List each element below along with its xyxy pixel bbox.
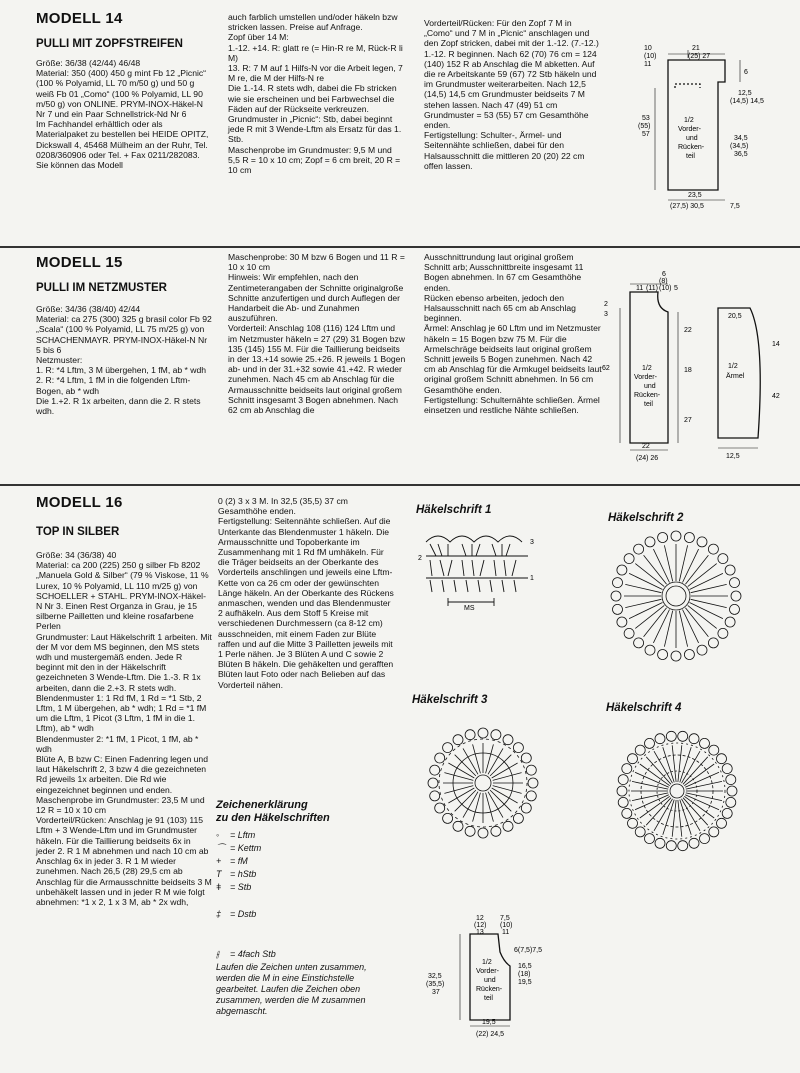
legend-item-lftm: ◦ = Lftm	[216, 830, 256, 840]
m15-label-3: und	[644, 383, 656, 390]
m16-dim-b1: 19,5	[482, 1019, 496, 1026]
m14-dim-l3: 57	[642, 131, 650, 138]
modell-14-column-3: Vorderteil/Rücken: Für den Zopf 7 M in „Como“ und 7 M in „Picnic“ anschlagen und den Zopf stricken, dabei mit der 1.-12. (7.-12.) 1.-12. R beginnen. Nach 62 (70) 76 cm = 124 (140) 152 R ab Anschlag die M abketten. Auf die re Arbeitskante 59 (67) 72 Stb häkeln und im Grundmuster weiterarbeiten. Nach 12,5 (14,5) 14,5 cm Grundmuster beidseits 7 M stehen lassen. Nach 47 (49) 51 cm Grundmuster = 53 (55) 57 cm Gesamthöhe enden. Fertigstellung: Schulter-, Ärmel- und Seitennähte schließen, dabei für den Halsausschnitt die mittleren 20 (20) 22 cm offen lassen.	[424, 18, 599, 171]
m15-dim-s3: 42	[772, 393, 780, 400]
chart-1-diagram	[418, 522, 548, 612]
m14-dim-l1: 53	[642, 115, 650, 122]
m16-label-2: Vorder-	[476, 968, 499, 975]
modell-14-column-1: Größe: 36/38 (42/44) 46/48 Material: 350 (400) 450 g mint Fb 12 „Picnic“ (100 % Polyamid, LL 70 m/50 g) und 50 g weiß Fb 01 „Como“ (100 % Polyamid, LL 90 m/50 g) von ONLINE. PRYM-INOX-Häkel-N Nr 7 und ein Paar Schnellstrick-Nd Nr 6 Im Fachhandel erhältlich oder als Materialpaket zu bestellen bei HEIDE OPITZ, Dickswall 4, 45468 Mülheim an der Ruhr, Tel. 0208/360906 oder Tel. + Fax 0211/282083. Sie können das Modell	[36, 58, 209, 171]
modell-16-schematic	[420, 912, 550, 1042]
m14-dim-r3: (14,5) 14,5	[730, 98, 764, 105]
modell-14-heading: MODELL 14	[36, 10, 123, 27]
modell-15-column-3: Ausschnittrundung laut original großem Schnitt arb; Ausschnittbreite insgesamt 11 Bogen abnehmen. In 67 cm Gesamthöhe enden. Rücken ebenso arbeiten, jedoch den Halsausschnitt nach 65 cm ab Anschlag beginnen. Ärmel: Anschlag je 60 Lftm und im Netzmuster häkeln = 15 Bogen bzw 75 M. Für die Armelschräge beidseits laut original großem Schnitt jeweils 5 Bogen zunehmen. Nach 42 cm ab Anschlag für die Armkugel beidseits laut original großem Schnitt abnehmen. In 56 cm Gesamthöhe enden. Fertigstellung: Schulternähte schließen. Ärmel einsetzen und restliche Nähte schließen.	[424, 252, 602, 416]
legend-list	[216, 830, 396, 1017]
legend-title-2: zu den Häkelschriften	[216, 812, 330, 824]
modell-15-schematic	[600, 268, 790, 468]
legend-item-hstb: T = hStb	[216, 869, 257, 879]
m15-dim-b1: 22	[642, 443, 650, 450]
modell-15-heading: MODELL 15	[36, 254, 123, 271]
modell-15-column-2: Maschenprobe: 30 M bzw 6 Bogen und 11 R = 10 x 10 cm Hinweis: Wir empfehlen, nach den Zentimeterangaben der Schnitte originalgroße Schnitte anzufertigen und durch Auflegen der Handarbeit die Ab- und Zunahmen auszuführen. Vorderteil: Anschlag 108 (116) 124 Lftm und im Netzmuster häkeln = 27 (29) 31 Bogen bzw 135 (145) 155 M. Für die Taillierung beidseits in der 13.+14 sowie 25.+26. R jeweils 1 Bogen ab- und in der 31.+32 sowie 41.+42. R wieder zunehmen. Nach 45 cm ab Anschlag für die Armausschnitte beidseits laut original großem Schnitt insgesamt 3 Bogen abnehmen. Nach 62 cm ab Anschlag die	[228, 252, 406, 416]
m16-dim-r2: 16,5	[518, 963, 532, 970]
m15-dim-t4: (8)	[659, 278, 668, 285]
chart-1-title: Häkelschrift 1	[416, 504, 492, 516]
m14-dim-r2: 12,5	[738, 90, 752, 97]
m16-dim-t2: (12)	[474, 922, 487, 929]
legend-title-1: Zeichenerklärung	[216, 799, 308, 811]
m16-dim-t3: 13	[476, 929, 484, 936]
m14-dim-l2: (55)	[638, 123, 651, 130]
m14-dim-rr1: 34,5	[734, 135, 748, 142]
m15-label-1: 1/2	[642, 365, 652, 372]
modell-16-column-1: Größe: 34 (36/38) 40 Material: ca 200 (225) 250 g silber Fb 8202 „Manuela Gold & Silber“ (79 % Viskose, 11 % Lurex, 10 % Polyamid, LL 110 m/25 g) von SCHOELLER + STAHL. PRYM-INOX-Häkel-N Nr 3. Einen Rest Organza in Grau, je 15 silberne Pailletten und kleine rosafarbene Perlen Grundmuster: Laut Häkelschrift 1 arbeiten. Mit der M vor dem MS beginnen, den MS stets wdh und mustergemäß enden. Jede R beginnt mit den in der Häkelschrift gezeichneten 3 Wende-Lftm. Die 1.-3. R 1x arbeiten, dann die 2.+3. R stets wdh. Blendenmuster 1: 1 Rd fM, 1 Rd = *1 Stb, 2 Lftm, 1 M übergehen, ab * wdh; 1 Rd = *1 fM um die Lftm, 1 Picot (3 Lftm, 1 fM in die 1. Lftm), ab * wdh Blendenmuster 2: *1 fM, 1 Picot, 1 fM, ab * wdh Blüte A, B bzw C: Einen Fadenring legen und laut Häkelschrift 2, 3 bzw 4 die gezeichneten Rd jeweils 1x arbeiten. Die Rd wie eingezeichnet beginnen und enden. Maschenprobe im Grundmuster: 23,5 M und 12 R = 10 x 10 cm Vorderteil/Rücken: Anschlag je 91 (103) 115 Lftm + 3 Wende-Lftm und im Grundmuster häkeln. Für die Taillierung beidseits 6x in jeder 2. R 1 M abnehmen und nach 10 cm ab Anschlag 6x in jeder 3. R 1 M wieder zunehmen. Nach 26,5 (28) 29,5 cm ab Anschlag für die Armausschnitte beidseits 3 M unbehäkelt lassen und in jeder R M wie folgt abnehmen: *1 x 2, 1 x 3 M, ab * 2x wdh,	[36, 550, 212, 907]
m14-label-2: Vorder-	[678, 126, 701, 133]
single-crochet-symbol-icon: +	[216, 856, 222, 866]
chart-1-row-3: 3	[530, 539, 534, 546]
m14-label-1: 1/2	[684, 117, 694, 124]
modell-14-title: PULLI MIT ZOPFSTREIFEN	[36, 38, 183, 50]
m15-dim-r3: 27	[684, 417, 692, 424]
m16-dim-b2: (22) 24,5	[476, 1031, 505, 1038]
m16-label-1: 1/2	[482, 959, 492, 966]
chain-symbol-icon: ◦	[216, 830, 220, 840]
m15-sleeve-label-2: Ärmel	[726, 373, 745, 380]
m14-dim-rr3: 36,5	[734, 151, 748, 158]
m16-dim-l3: 37	[432, 989, 440, 996]
modell-15-title: PULLI IM NETZMUSTER	[36, 282, 167, 294]
legend-note: Laufen die Zeichen unten zusammen, werden die M in eine Einstichstelle gearbeitet. Laufen die Zeichen oben zusammen, werden die M zusammen abgemascht.	[216, 962, 367, 1016]
m14-dim-t5: (25) 27	[688, 53, 711, 60]
m14-dim-rr2: (34,5)	[730, 143, 749, 150]
chart-4-title: Häkelschrift 4	[606, 702, 682, 714]
m14-dim-r1: 6	[744, 69, 748, 76]
m15-dim-b2: (24) 26	[636, 455, 659, 462]
m15-dim-r2: 18	[684, 367, 692, 374]
m16-dim-l1: 32,5	[428, 973, 442, 980]
m14-dim-t4: 21	[692, 45, 700, 52]
m14-dim-b2: (27,5) 30,5	[670, 203, 704, 210]
treble-crochet-symbol-icon: ‡	[216, 909, 222, 919]
modell-15-column-1: Größe: 34/36 (38/40) 42/44 Material: ca 275 (300) 325 g brasil color Fb 92 „Scala“ (100 % Polyamid, LL 75 m/25 g) von SCHACHENMAYR. PRYM-INOX-Häkel-N Nr 5 bis 6 Netzmuster: 1. R: *4 Lftm, 3 M übergehen, 1 fM, ab * wdh 2. R: *4 Lftm, 1 fM in die folgenden Lftm-Bogen, ab * wdh Die 1.+2. R 1x arbeiten, dann die 2. R stets wdh.	[36, 304, 212, 417]
m16-dim-t1: 12	[476, 915, 484, 922]
half-double-symbol-icon: T	[216, 869, 222, 879]
m15-dim-sb: 12,5	[726, 453, 740, 460]
m14-label-4: Rücken-	[678, 144, 705, 151]
m16-dim-t5: (10)	[500, 922, 513, 929]
m14-dim-b3: 7,5	[730, 203, 740, 210]
m15-dim-l2: 3	[604, 311, 608, 318]
m15-dim-s2: 14	[772, 341, 780, 348]
chart-3-diagram	[408, 708, 558, 858]
m15-sleeve-label-1: 1/2	[728, 363, 738, 370]
modell-14-column-2: auch farblich umstellen und/oder häkeln bzw stricken lassen. Preise auf Anfrage. Zopf über 14 M: 1.-12. +14. R: glatt re (= Hin-R re M, Rück-R li M) 13. R: 7 M auf 1 Hilfs-N vor die Arbeit legen, 7 M re, die M der Hilfs-N re Die 1.-14. R stets wdh, dabei die Fb stricken wie sie erscheinen und bei Farbwechsel die Fäden auf der Rückseite verkreuzen. Grundmuster in „Picnic“: Stb, dabei beginnt jede R mit 3 Wende-Lftm als Ersatz für das 1. Stb. Maschenprobe im Grundmuster: 9,5 M und 5,5 R = 10 x 10 cm; Zopf = 6 cm breit, 20 R = 10 cm	[228, 12, 403, 176]
chart-1-row-1: 1	[530, 575, 534, 582]
m14-dim-b1: 23,5	[688, 192, 702, 199]
legend-item-4fach: ⫲ = 4fach Stb	[216, 949, 276, 959]
m15-dim-s1: 20,5	[728, 313, 742, 320]
m16-label-3: und	[484, 977, 496, 984]
m16-dim-t6: 11	[502, 929, 510, 936]
legend-item-fm: + = fM	[216, 856, 248, 866]
m14-dim-t2: (10)	[644, 53, 657, 60]
m14-dim-t3: 11	[644, 61, 652, 68]
m15-dim-l1: 2	[604, 301, 608, 308]
section-divider-2	[0, 484, 800, 486]
m15-dim-t6: (10)	[659, 285, 672, 292]
slip-stitch-symbol-icon: ⌒	[216, 843, 226, 853]
modell-16-heading: MODELL 16	[36, 494, 123, 511]
m14-label-5: teil	[686, 153, 695, 160]
chart-4-diagram	[602, 716, 752, 866]
m14-dim-t1: 10	[644, 45, 652, 52]
m16-dim-r3: (18)	[518, 971, 531, 978]
chart-3-title: Häkelschrift 3	[412, 694, 488, 706]
m15-label-2: Vorder-	[634, 374, 657, 381]
m15-dim-r1: 22	[684, 327, 692, 334]
section-divider-1	[0, 246, 800, 248]
chart-1-row-2: 2	[418, 555, 422, 562]
legend-item-dstb: ‡ = Dstb	[216, 909, 257, 919]
legend-item-stb: ǂ = Stb	[216, 882, 252, 892]
m16-label-4: Rücken-	[476, 986, 503, 993]
modell-16-column-2: 0 (2) 3 x 3 M. In 32,5 (35,5) 37 cm Gesamthöhe enden. Fertigstellung: Seitennähte schließen. Auf die Unterkante das Blendenmuster 1 häkeln. Die Armausschnitte und Topoberkante im Zusammenhang mit 1 Rd fM umhäkeln. Für die Träger beidseits an der Oberkante des Vorderteils anschlingen und jeweils eine Lftm-Kette von ca 26 cm oder der gewünschten Länge häkeln. An der Oberkante des Rückens anmaschen, wenden und das Blendenmuster 2 aufhäkeln. Aus dem Stoff 5 Kreise mit verschiedenen Durchmessern (ca 8-12 cm) ausschneiden, mit einem Faden zur Blüte raffen und auf die Mitte 3 Pailletten jeweils mit 1 Perle nähen. Je 3 Blüten A und C sowie 2 Blüten B häkeln. Die gehäkelten und gerafften Blüten laut Foto oder nach Belieben auf das Vorderteil nähen.	[218, 496, 394, 690]
m15-dim-t1: 11	[636, 285, 644, 292]
legend-item-kettm: ⌒ = Kettm	[216, 843, 262, 853]
m16-label-5: teil	[484, 995, 493, 1002]
m15-dim-t3: 6	[662, 271, 666, 278]
chart-1-ms-label: MS	[464, 605, 475, 612]
m15-dim-t2: (11)	[646, 285, 658, 292]
chart-2-title: Häkelschrift 2	[608, 512, 684, 524]
m16-dim-t4: 7,5	[500, 915, 510, 922]
m15-label-4: Rücken-	[634, 392, 661, 399]
chart-2-diagram	[606, 526, 746, 666]
modell-14-schematic	[630, 40, 780, 215]
m15-dim-t5: 5	[674, 285, 678, 292]
double-crochet-symbol-icon: ǂ	[216, 882, 222, 892]
quadruple-treble-symbol-icon: ⫲	[216, 949, 219, 959]
m15-dim-l3: 62	[602, 365, 610, 372]
m14-label-3: und	[686, 135, 698, 142]
modell-16-title: TOP IN SILBER	[36, 526, 120, 538]
m15-label-5: teil	[644, 401, 653, 408]
m16-dim-l2: (35,5)	[426, 981, 445, 988]
m16-dim-r4: 19,5	[518, 979, 532, 986]
m16-dim-r1: 6(7,5)7,5	[514, 947, 543, 954]
